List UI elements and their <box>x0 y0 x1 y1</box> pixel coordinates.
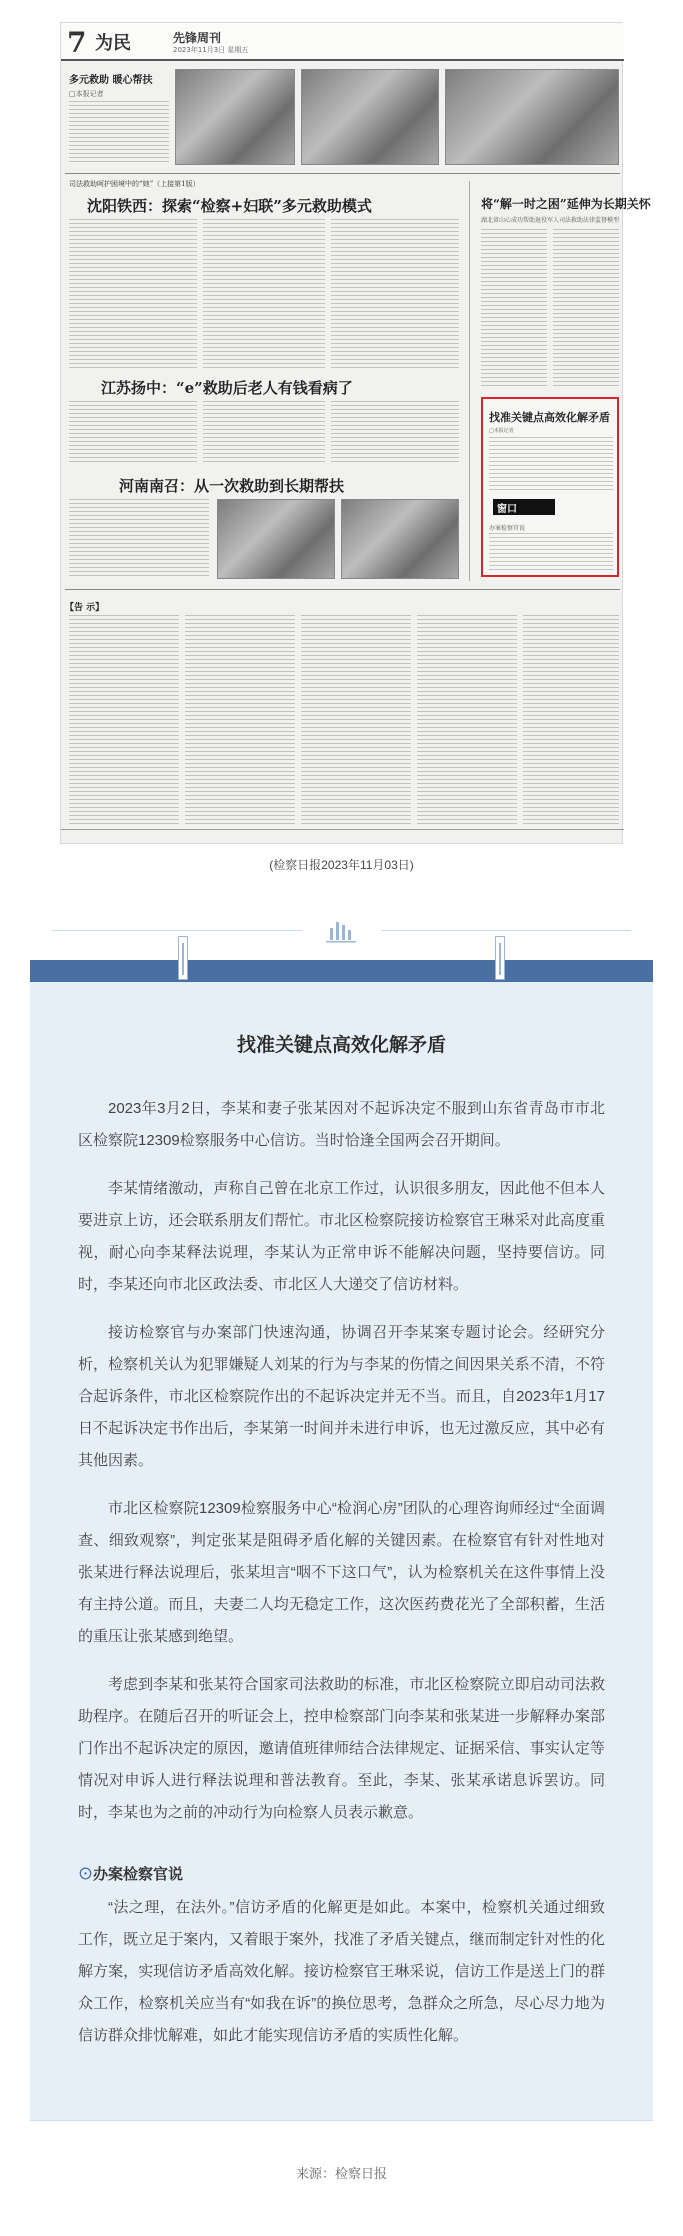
news-photo-2 <box>301 69 439 165</box>
newspaper-footer <box>61 829 624 843</box>
story-2-text-col-2 <box>553 229 619 389</box>
highlighted-article-box <box>481 397 619 577</box>
news-photo-5 <box>341 499 459 579</box>
divider-rule-2 <box>65 589 620 590</box>
article-panel <box>30 960 653 2121</box>
top-story-byline: □本报记者 <box>69 90 104 98</box>
notice-text-col-1 <box>69 615 179 825</box>
story-2-text-col-1 <box>481 229 547 389</box>
news-photo-3 <box>445 69 619 165</box>
story-3-text-col-2 <box>203 401 325 465</box>
story-4-text-col-1 <box>69 499 209 579</box>
panel-hanger-right <box>495 936 505 980</box>
article-body <box>30 982 653 2121</box>
news-photo-4 <box>217 499 335 579</box>
panel-hanger-left <box>178 936 188 980</box>
article-paragraph: 接访检察官与办案部门快速沟通，协调召开李某案专题讨论会。经研究分析，检察机关认为犯罪嫌疑人刘某的行为与李某的伤情之间因果关系不清，不符合起诉条件，市北区检察院作出的不起诉决定并无不当。而且，自2023年1月17日不起诉决定书作出后，李某第一时间并未进行申诉，也无过激反应，其中必有其他因素。 <box>78 1324 605 1469</box>
highlight-text <box>489 437 613 493</box>
article-paragraph: 2023年3月2日，李某和妻子张某因对不起诉决定不服到山东省青岛市市北区检察院12309检察服务中心信访。当时恰逢全国两会召开期间。 <box>78 1100 605 1149</box>
notice-section-label: 【告 示】 <box>65 603 105 613</box>
series-banner: 司法救助呵护困境中的“她”（上接第1版） <box>69 180 200 188</box>
section-divider <box>0 900 683 960</box>
story-2-title: 将“解一时之困”延伸为长期关怀 <box>481 197 651 211</box>
article-subheading <box>78 1863 605 1884</box>
top-story-text <box>69 101 169 163</box>
story-3-title: 江苏扬中：“e”救助后老人有钱看病了 <box>101 379 353 397</box>
page-number: 7 <box>67 26 87 59</box>
image-caption: (检察日报2023年11月03日) <box>269 858 414 872</box>
highlight-byline: □本报记者 <box>489 428 514 434</box>
story-1-text-col-2 <box>203 219 325 369</box>
masthead-right-info <box>506 31 616 53</box>
column-rule <box>469 181 470 581</box>
bullet-icon: ⊙ <box>78 1866 94 1883</box>
article-paragraph: 考虑到李某和张某符合国家司法救助的标准，市北区检察院立即启动司法救助程序。在随后召开的听证会上，控申检察部门向李某和张某进一步解释办案部门作出不起诉决定的原因，邀请值班律师结合法律规定、证据采信、事实认定等情况对申诉人进行释法说理和普法教育。至此，李某、张某承诺息诉罢访。同时，李某也为之前的冲动行为向检察人员表示歉意。 <box>78 1676 605 1821</box>
highlight-title: 找准关键点高效化解矛盾 <box>489 411 610 424</box>
bar-chart-icon <box>318 914 366 946</box>
story-1-text-col-1 <box>69 219 197 369</box>
divider-line-right <box>381 930 631 931</box>
highlight-text-2 <box>489 533 613 573</box>
article-title: 找准关键点高效化解矛盾 <box>236 1034 446 1056</box>
story-3-text-col-3 <box>331 401 459 465</box>
story-3-text-col-1 <box>69 401 197 465</box>
divider-line-left <box>52 930 302 931</box>
divider-rule <box>65 173 620 174</box>
story-2-subtitle: 湖北省山心成功帮助退役军人司法救助法律监督模型 <box>481 217 620 224</box>
source-credit: 来源：检察日报 <box>295 2166 387 2181</box>
story-1-text-col-3 <box>331 219 459 369</box>
highlight-subheading: 办案检察官说 <box>489 525 526 532</box>
column-stamp-text: 窗口 <box>497 504 517 515</box>
news-photo-1 <box>175 69 295 165</box>
article-paragraph: 市北区检察院12309检察服务中心“检润心房”团队的心理咨询师经过“全面调查、细致观察”，判定张某是阻碍矛盾化解的关键因素。在检察官有针对性地对张某进行释法说理后，张某坦言“咽不下这口气”，认为检察机关在这件事情上没有主持公道。而且，夫妻二人均无稳定工作，这次医药费花光了全部积蓄，生活的重压让张某感到绝望。 <box>78 1500 605 1645</box>
article-paragraph: 李某情绪激动，声称自己曾在北京工作过，认识很多朋友，因此他不但本人要进京上访，还会联系朋友们帮忙。市北区检察院接访检察官王琳采对此高度重视，耐心向李某释法说理，李某认为正常申诉不能解决问题，坚持要信访。同时，李某还向市北区政法委、市北区人大递交了信访材料。 <box>78 1180 605 1293</box>
notice-text-col-2 <box>185 615 295 825</box>
article-subheading-text: 办案检察官说 <box>93 1866 184 1883</box>
notice-text-col-5 <box>523 615 619 825</box>
publication-name: 先锋周刊 <box>173 31 222 45</box>
section-name: 为民 <box>95 33 131 54</box>
top-story-title: 多元救助 暖心帮扶 <box>69 75 153 86</box>
newspaper-masthead <box>61 23 624 61</box>
newspaper-page-scan <box>60 22 651 844</box>
story-4-title: 河南南召：从一次救助到长期帮扶 <box>119 477 345 495</box>
issue-date: 2023年11月3日 星期五 <box>173 46 249 54</box>
story-1-title: 沈阳铁西：探索“检察+妇联”多元救助模式 <box>87 197 372 215</box>
notice-text-col-4 <box>417 615 517 825</box>
panel-top-bar <box>30 960 653 982</box>
article-closing-paragraph: “法之理，在法外。”信访矛盾的化解更是如此。本案中，检察机关通过细致工作，既立足于案内，又着眼于案外，找准了矛盾关键点，继而制定针对性的化解方案，实现信访矛盾高效化解。接访检察官王琳采说，信访工作是送上门的群众工作，检察机关应当有“如我在诉”的换位思考，急群众之所急，尽心尽力地为信访群众排忧解难，如此才能实现信访矛盾的实质性化解。 <box>78 1899 605 2044</box>
notice-text-col-3 <box>301 615 411 825</box>
